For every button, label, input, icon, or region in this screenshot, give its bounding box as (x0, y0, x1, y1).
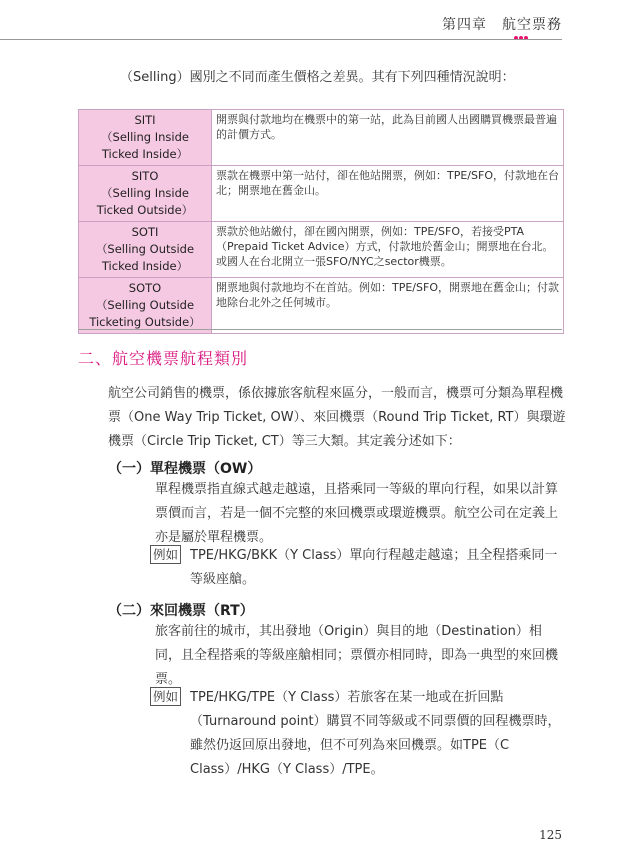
intro-text: （Selling）國別之不同而產生價格之差異。其有下列四種情況說明： (120, 70, 515, 85)
type-name-line: Ticked Inside） (101, 259, 189, 273)
example-tag: 例如 (150, 545, 181, 564)
header-rule (0, 39, 562, 40)
type-name-line: SOTI (131, 225, 159, 239)
type-name-line: Ticketing Outside） (89, 315, 201, 329)
section-title: 二、航空機票航程類別 (78, 349, 249, 368)
section-divider (78, 329, 562, 330)
table-row (79, 278, 564, 334)
rt-example (150, 686, 566, 777)
type-name-cell (79, 278, 212, 334)
type-name-cell (79, 110, 212, 166)
type-description-cell: 開票與付款地均在機票中的第一站，此為目前國人出國購買機票最普遍的計價方式。 (212, 110, 564, 166)
ow-example-text: TPE/HKG/BKK（Y Class）單向行程越走越遠；且全程搭乘同一等級座艙。 (190, 548, 558, 587)
type-name-line: SOTO (128, 281, 162, 295)
type-name-cell (79, 222, 212, 278)
ow-title: （一）單程機票（OW） (108, 461, 262, 477)
type-name-line: （Selling Inside (101, 186, 189, 200)
selling-types-table (78, 109, 564, 334)
type-name-line: Ticked Inside） (101, 147, 189, 161)
table-row (79, 166, 564, 222)
rt-paragraph: 旅客前往的城市，其出發地（Origin）與目的地（Destination）相同，且全程搭乘的等級座艙相同；票價亦相同時，即為一典型的來回機票。 (155, 624, 559, 687)
type-name-line: Ticked Outside） (96, 203, 194, 217)
type-name-line: （Selling Inside (101, 130, 189, 144)
ow-paragraph: 單程機票指直線式越走越遠，且搭乘同一等級的單向行程，如果以計算票價而言，若是一個不完整的來回機票或環遊機票。航空公司在定義上亦是屬於單程機票。 (155, 482, 559, 545)
type-name-line: （Selling Outside (95, 298, 195, 312)
ow-example (150, 544, 566, 587)
rt-title: （二）來回機票（RT） (108, 603, 254, 619)
chapter-header: 第四章 航空票務 (442, 17, 562, 33)
type-name-line: SITI (134, 113, 156, 127)
type-description-cell: 票款在機票中第一站付，卻在他站開票，例如：TPE/SFO，付款地在台北；開票地在舊金山。 (212, 166, 564, 222)
rt-example-text: TPE/HKG/TPE（Y Class）若旅客在某一地或在折回點（Turnaround point）購買不同等級或不同票價的回程機票時，雖然仍返回原出發地，但不可列為來回機票。如TPE（C Class）/HKG（Y Class）/TPE。 (190, 690, 561, 777)
type-name-line: （Selling Outside (95, 242, 195, 256)
table-row (79, 222, 564, 278)
type-name-cell (79, 166, 212, 222)
type-description-cell: 開票地與付款地均不在首站。例如：TPE/SFO，開票地在舊金山；付款地除台北外之任何城市。 (212, 278, 564, 334)
type-name-line: SITO (131, 169, 159, 183)
page-number: 125 (539, 828, 562, 842)
section-paragraph: 航空公司銷售的機票，係依據旅客航程來區分，一般而言，機票可分類為單程機票（One Way Trip Ticket, OW）、來回機票（Round Trip Ticket, RT）與環遊機票（Circle Trip Ticket, CT）等三大類。其定義分述如下： (108, 386, 566, 449)
example-tag: 例如 (150, 687, 181, 706)
table-row (79, 110, 564, 166)
type-description-cell: 票款於他站繳付，卻在國內開票，例如：TPE/SFO，若接受PTA（Prepaid Ticket Advice）方式，付款地於舊金山；開票地在台北。或國人在台北開立一張SFO/NYC之sector機票。 (212, 222, 564, 278)
